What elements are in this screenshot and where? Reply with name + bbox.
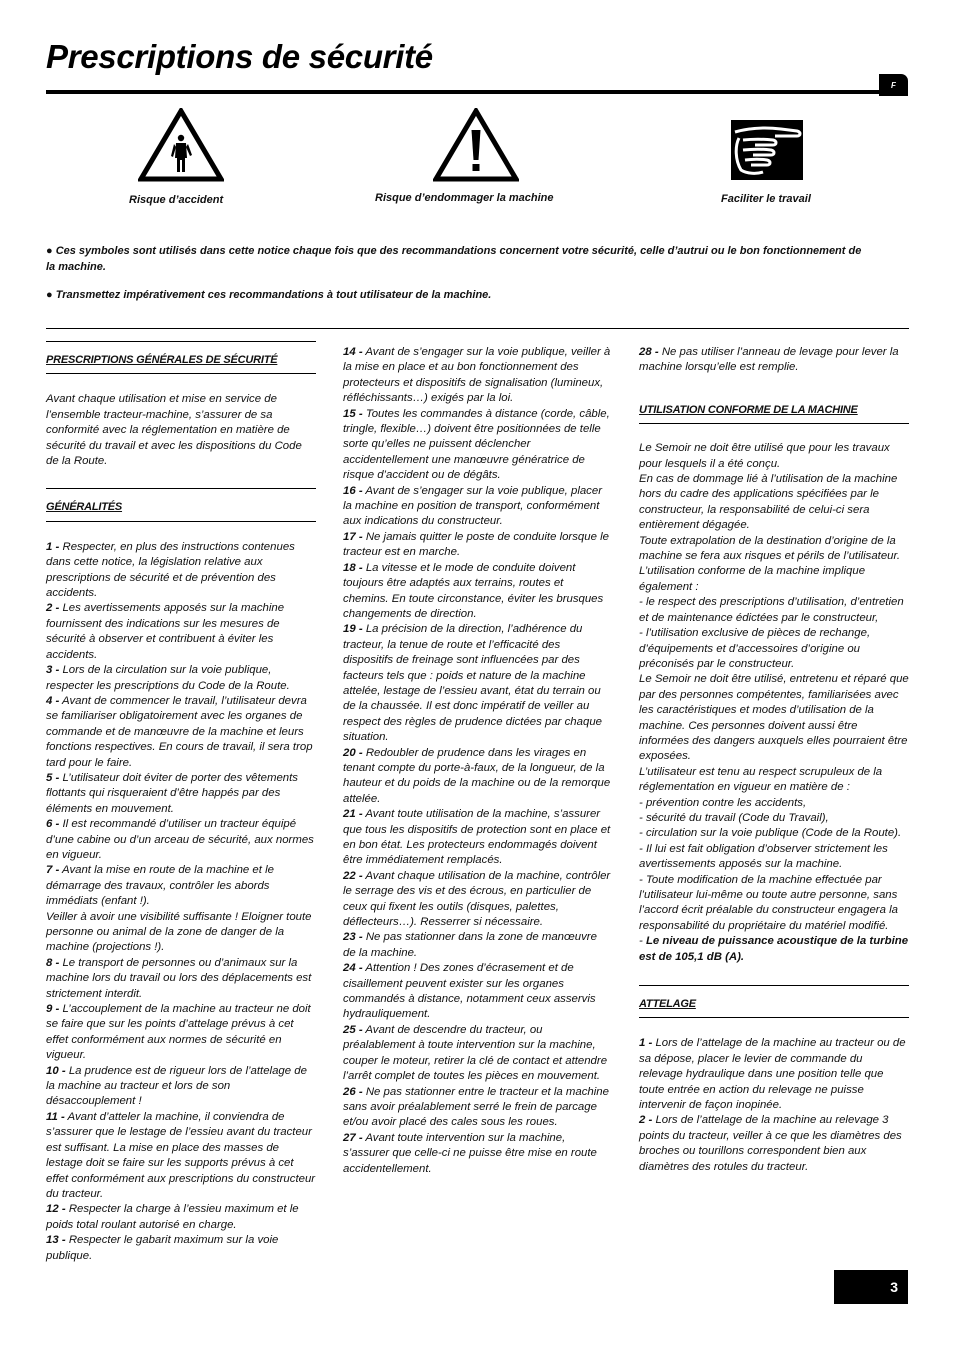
item-text: Redoubler de prudence dans les virages en tenant compte du porte-à-faux, de la longueur, de la hauteur et du poids de la machine ou de la remorque attelée. [343,746,611,805]
item-text: Ne pas stationner dans la zone de manœuvre de la machine. [343,931,597,959]
column-2 [343,345,611,1177]
note-transmit: ● Transmettez impérativement ces recommandations à tout utilisateur de la machine. [46,289,492,301]
symbol-label-machine-damage: Risque d’endommager la machine [375,192,554,204]
item-text: L’accouplement de la machine au tracteur ne doit se faire que sur les points d’attelage prévus à cet effet conformément aux normes de sécurité en vigueur. [46,1003,311,1062]
item-text: Respecter le gabarit maximum sur la voie publique. [46,1234,279,1262]
item-text: Avant de descendre du tracteur, ou préalablement à toute intervention sur la machine, couper le moteur, retirer la clé de contact et attendre l’arrêt complet de toutes les pièces en mouvement. [343,1023,608,1083]
paragraph: Le Semoir ne doit être utilisé que pour les travaux pour lesquels il a été conçu. [639,442,890,470]
list-item [343,807,611,869]
item-text: Ne jamais quitter le poste de conduite lorsque le tracteur est en marche. [343,530,609,559]
item-text: Lors de la circulation sur la voie publique, respecter les prescriptions du Code de la Route. [46,664,290,692]
item-number: 11 - [46,1110,65,1123]
item-text: Avant chaque utilisation de la machine, contrôler le serrage des vis et des écrous, en particulier de ceux qui fixent les outils (disques, palettes, déflecteurs…). Resserrer si nécessaire. [343,869,611,929]
paragraph: - le respect des prescriptions d’utilisation, d’entretien et de maintenance édictées par le constructeur, [639,596,904,624]
item-number: 27 - [343,1131,363,1144]
list-item [343,484,611,530]
column-1 [46,341,316,1264]
list-item [46,817,316,863]
item-text: Ne pas utiliser l’anneau de levage pour lever la machine lorsqu’elle est remplie. [639,346,899,374]
item-number: 26 - [343,1085,363,1098]
list-item [343,1131,611,1177]
list-item [46,1233,316,1264]
item-number: 2 - [639,1114,653,1127]
paragraph: - Toute modification de la machine effectuée par l’utilisateur lui-même ou toute autre personne, sans l’accord écrit préalable du constructeur engagera la responsabilité du propriétaire du matériel modifié. [639,873,898,932]
item-number: 3 - [46,664,60,677]
item-text: Avant de commencer le travail, l’utilisateur devra se familiariser obligatoirement avec les organes de commande et de manœuvre de la machine et leurs fonctions respectives. En cours de travail, il sera trop tard pour le faire. [46,694,313,769]
paragraph: - sécurité du travail (Code du Travail), [639,811,829,824]
item-text: La précision de la direction, l’adhérence du tracteur, la tenue de route et l’efficacité des dispositifs de freinage sont influencées par des facteurs tels que : poids et nature de la machine attelée, lestage de l’essieu avant, état du terrain ou de la chaussée. Il est donc impératif de veiller au respect des règles de prudence dictées par chaque situation. [343,623,602,744]
symbol-label-work-tip: Faciliter le travail [721,193,811,205]
list-item [46,863,316,909]
paragraph: Le Semoir ne doit être utilisé, entretenu et réparé que par des personnes compétentes, familiarisées avec les caractéristiques et modes d’utilisation de la machine. Ces personnes doivent aussi être informées des dangers auxquels elles pourraient être exposées. [639,673,909,763]
list-item [343,1085,611,1131]
item-number: 2 - [46,602,60,615]
item-number: 8 - [46,956,60,969]
symbol-machine-damage [375,108,595,208]
item-text: Lors de l’attelage de la machine au relevage 3 points du tracteur, veiller à ce que les diamètres des broches ou tourillons correspondent bien aux diamètres des rotules du tracteur. [639,1114,902,1173]
item-number: 23 - [343,931,363,944]
list-item [343,746,611,808]
item-text: Avant de s’engager sur la voie publique, placer la machine en position de transport, conformément aux indications du constructeur. [343,484,603,528]
item-text: L’utilisateur doit éviter de porter des vêtements flottants qui risqueraient d’être happés par des éléments en mouvement. [46,771,299,815]
item-number: 10 - [46,1064,66,1077]
item-text: - [639,935,646,948]
list-item [46,771,316,817]
item-number: 7 - [46,864,60,877]
language-badge: F [879,74,908,96]
item-text: Lors de l’attelage de la machine au tracteur ou de sa dépose, placer le levier de commande du relevage hydraulique dans une position telle que toute entrée en action du relevage ne puisse intervenir de façon inopinée. [639,1037,906,1112]
item-text: Respecter la charge à l’essieu maximum et le poids total roulant autorisé en charge. [46,1203,299,1231]
list-item [343,345,611,407]
column-3 [639,345,909,1175]
item-text: Les avertissements apposés sur la machine fournissent des indications sur les mesures de sécurité à observer et contribuent à éviter les accidents. [46,602,285,661]
section-separator [46,328,909,329]
paragraph: L’utilisateur est tenu au respect scrupuleux de la réglementation en vigueur en matière de : [639,765,883,794]
item-number: 14 - [343,346,363,358]
item-text: Respecter, en plus des instructions contenues dans cette notice, la législation relative aux prescriptions de sécurité et de prévention des accidents. [46,540,295,600]
item-number: 13 - [46,1234,66,1247]
paragraph: - prévention contre les accidents, [639,796,807,809]
item-number: 15 - [343,407,363,420]
list-item [46,540,316,602]
item-text: Avant de s’engager sur la voie publique, veiller à la mise en place et au bon fonctionnement des protecteurs et dispositifs de signalisation (lumineux, réfléchissants…) exigés par la loi. [343,346,611,405]
title-rule [46,90,879,94]
list-item [343,961,611,1023]
noise-level-note [639,934,909,965]
heading-conforming-use: UTILISATION CONFORME DE LA MACHINE [639,403,909,424]
list-item [343,869,611,931]
list-item [343,1023,611,1085]
heading-general-safety: PRESCRIPTIONS GÉNÉRALES DE SÉCURITÉ [46,341,316,374]
item-number: 1 - [46,540,60,553]
list-item [46,663,316,694]
heading-generalites: GÉNÉRALITÉS [46,488,316,521]
item-number: 18 - [343,561,363,574]
general-intro: Avant chaque utilisation et mise en service de l’ensemble tracteur-machine, s’assurer de sa conformité avec la réglementation en matière de sécurité du travail et avec les dispositions du Code de la Route. [46,393,302,468]
item-number: 20 - [343,746,363,759]
symbol-accident [129,108,269,208]
item-number: 22 - [343,869,363,882]
list-item [639,1036,909,1113]
list-item [343,622,611,745]
list-item [46,910,316,956]
item-number: 4 - [46,694,60,707]
list-item [343,561,611,623]
heading-attelage: ATTELAGE [639,985,909,1018]
item-text: Toutes les commandes à distance (corde, câble, tringle, flexible…) doivent être positionnées de telle sorte qu’elles ne puissent déclencher accidentellement une manœuvre génératrice de risque d’accident ou de dégâts. [343,407,610,482]
paragraph: - l’utilisation exclusive de pièces de rechange, d’équipements et d’accessoires d’origine ou préconisés par le constructeur. [639,627,871,670]
accident-warning-icon [138,108,224,182]
item-number: 16 - [343,484,363,497]
paragraph: En cas de dommage lié à l’utilisation de la machine hors du cadre des applications spécifiées par le constructeur, la responsabilité de celui-ci sera entièrement dégagée. [639,473,898,532]
list-item [46,1110,316,1202]
item-text: Avant la mise en route de la machine et le démarrage des travaux, contrôler les abords immédiats (enfant !). [46,864,274,908]
page-number: 3 [834,1270,908,1304]
item-text: Veiller à avoir une visibilité suffisante ! Eloigner toute personne ou animal de la zone de danger de la machine (projections !). [46,910,312,954]
item-number: 12 - [46,1203,66,1216]
item-text: Avant toute utilisation de la machine, s’assurer que tous les dispositifs de protection sont en place et en bon état. Les protecteurs endommagés doivent être immédiatement remplacés. [343,808,611,867]
list-item [343,530,611,561]
list-item [46,1002,316,1064]
pointing-hand-icon [731,120,803,180]
note-symbols: ● Ces symboles sont utilisés dans cette notice chaque fois que des recommandations concernent votre sécurité, celle d’autrui ou le bon fonctionnement de la machine. [46,245,862,273]
item-number: 9 - [46,1003,60,1016]
page-title: Prescriptions de sécurité [46,38,433,75]
list-item [343,930,611,961]
item-number: 6 - [46,818,60,831]
item-number: Le niveau de puissance acoustique de la turbine est de 105,1 dB (A). [639,935,909,963]
list-item [639,1113,909,1175]
item-text: Ne pas stationner entre le tracteur et la machine sans avoir préalablement serré le frein de parcage et/ou avoir placé des cales sous les roues. [343,1085,609,1129]
item-text: Attention ! Des zones d’écrasement et de cisaillement peuvent exister sur les organes commandés à distance, notamment ceux asservis hydrauliquement. [343,962,596,1021]
list-item [46,956,316,1002]
item-number: 1 - [639,1037,653,1050]
paragraph: L’utilisation conforme de la machine implique également : [639,565,866,593]
item-text: La vitesse et le mode de conduite doivent toujours être adaptés aux terrains, routes et chemins. En toute circonstance, éviter les brusques changements de direction. [343,561,604,620]
symbol-work-tip [721,120,841,210]
paragraph: Toute extrapolation de la destination d’origine de la machine se fera aux risques et périls de l’utilisateur. [639,534,901,563]
list-item [639,345,909,376]
list-item [46,1202,316,1233]
item-number: 17 - [343,530,363,543]
paragraph: - circulation sur la voie publique (Code de la Route). [639,827,902,840]
item-number: 19 - [343,623,363,636]
list-item [46,601,316,663]
symbol-label-accident: Risque d’accident [129,194,224,206]
item-text: Avant toute intervention sur la machine, s’assurer que celle-ci ne puisse être mise en route accidentellement. [343,1131,597,1175]
exclamation-warning-icon [433,108,519,182]
list-item [343,407,611,484]
item-number: 25 - [343,1023,363,1036]
item-text: Le transport de personnes ou d’animaux sur la machine lors du travail ou lors des déplacements est strictement interdit. [46,956,312,1000]
paragraph: - Il lui est fait obligation d’observer strictement les avertissements apposés sur la machine. [639,842,888,871]
item-number: 24 - [343,962,363,975]
item-text: Il est recommandé d’utiliser un tracteur équipé d’une cabine ou d’un arceau de sécurité, aux normes en vigueur. [46,818,314,861]
item-number: 21 - [343,808,363,821]
item-number: 28 - [639,346,659,358]
item-text: La prudence est de rigueur lors de l’attelage de la machine au tracteur et lors de son désaccouplement ! [46,1064,307,1108]
item-number: 5 - [46,771,60,784]
item-text: Avant d’atteler la machine, il conviendra de s’assurer que le lestage de l’essieu avant du tracteur est suffisant. La mise en place des masses de lestage doit se faire sur les supports prévus à cet effet conformément aux prescriptions du constructeur du tracteur. [46,1110,316,1200]
list-item [46,1064,316,1110]
list-item [46,694,316,771]
